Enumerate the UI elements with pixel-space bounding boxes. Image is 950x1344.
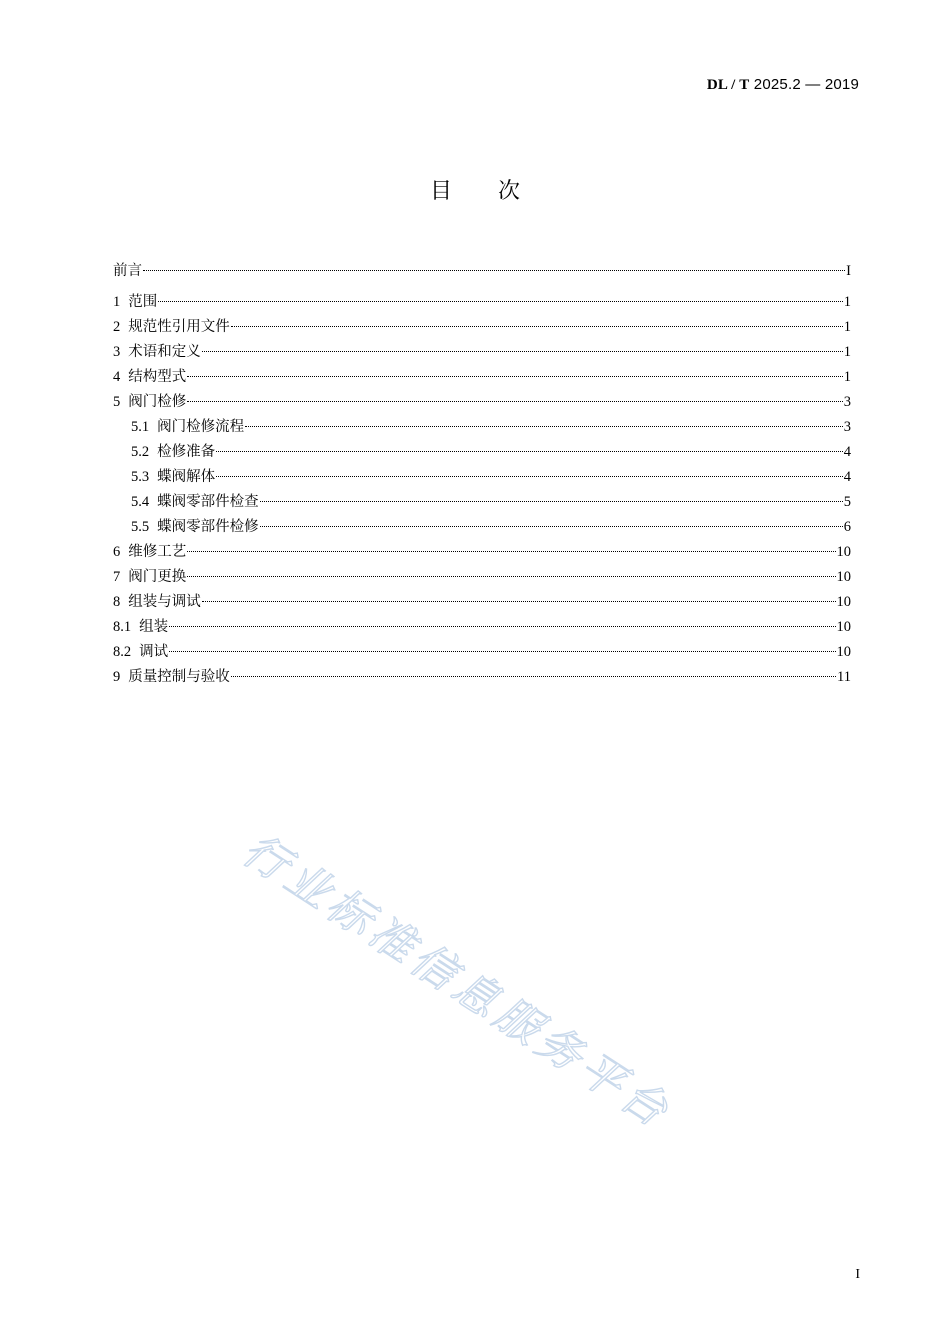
toc-entry-title: 结构型式 [128,369,187,385]
table-of-contents [113,260,851,690]
toc-entry-page: 1 [843,319,851,335]
toc-entry-title: 阀门检修 [128,394,187,410]
toc-entry[interactable] [113,340,851,365]
toc-entry-title: 范围 [128,294,158,310]
toc-entry-number: 5 [113,394,121,410]
toc-entry-page: 10 [836,594,851,610]
toc-entry-page: 1 [843,369,851,385]
toc-entry[interactable] [113,515,851,540]
toc-entry-title: 阀门检修流程 [157,419,245,435]
toc-entry-title: 检修准备 [157,444,216,460]
toc-leader-dots [169,626,835,627]
toc-entry-title: 前言 [113,263,142,279]
page-number: I [855,1267,860,1282]
toc-leader-dots [202,601,836,602]
toc-entry[interactable] [113,390,851,415]
toc-leader-dots [216,476,843,477]
toc-entry-page: 3 [843,419,851,435]
toc-entry-page: 10 [836,544,851,560]
toc-entry-title: 组装与调试 [128,594,201,610]
toc-entry-number: 8.1 [113,619,132,635]
toc-entry[interactable] [113,415,851,440]
toc-entry-number: 8 [113,594,121,610]
toc-entry-page: 10 [836,619,851,635]
toc-leader-dots [202,351,843,352]
toc-entry-number: 8.2 [113,644,132,660]
toc-entry-page: 5 [843,494,851,510]
toc-entry-page: 10 [836,569,851,585]
toc-leader-dots [187,576,835,577]
toc-leader-dots [187,401,843,402]
toc-entry[interactable] [113,440,851,465]
toc-leader-dots [187,551,835,552]
document-code-prefix: DL / T [706,77,750,93]
toc-entry-number: 7 [113,569,121,585]
toc-entry-page: 6 [843,519,851,535]
toc-entry-number: 4 [113,369,121,385]
toc-title: 目次 [429,179,566,204]
toc-entry-page: I [846,263,851,279]
toc-entry[interactable] [113,465,851,490]
toc-entry-number: 9 [113,669,121,685]
toc-leader-dots [231,676,836,677]
toc-entry[interactable] [113,615,851,640]
toc-entry[interactable] [113,665,851,690]
toc-entry-number: 5.2 [131,444,150,460]
toc-entry[interactable] [113,490,851,515]
toc-leader-dots [187,376,843,377]
toc-entry-page: 4 [843,444,851,460]
toc-entry-number: 5.3 [131,469,150,485]
toc-leader-dots [169,651,835,652]
toc-entry-number: 6 [113,544,121,560]
toc-entry-title: 调试 [139,644,169,660]
toc-entry[interactable] [113,315,851,340]
toc-entry[interactable] [113,260,851,290]
toc-entry[interactable] [113,640,851,665]
toc-entry[interactable] [113,565,851,590]
watermark: 行业标准信息服务平台 [233,824,681,1140]
toc-entry-title: 维修工艺 [128,544,187,560]
toc-leader-dots [216,451,843,452]
toc-entry-title: 质量控制与验收 [128,669,230,685]
toc-leader-dots [158,301,843,302]
toc-leader-dots [231,326,843,327]
toc-entry-title: 蝶阀零部件检查 [157,494,259,510]
toc-entry-title: 蝶阀零部件检修 [157,519,259,535]
toc-entry-number: 5.4 [131,494,150,510]
toc-leader-dots [143,270,845,271]
toc-entry-number: 5.1 [131,419,150,435]
toc-entry-number: 2 [113,319,121,335]
toc-entry-number: 1 [113,294,121,310]
document-code [707,76,859,94]
toc-entry[interactable] [113,365,851,390]
toc-leader-dots [245,426,843,427]
toc-entry-number: 5.5 [131,519,150,535]
toc-entry-page: 1 [843,294,851,310]
toc-entry-page: 3 [843,394,851,410]
toc-entry-number: 3 [113,344,121,360]
toc-entry[interactable] [113,590,851,615]
toc-entry-title: 规范性引用文件 [128,319,230,335]
toc-entry[interactable] [113,290,851,315]
toc-entry-title: 蝶阀解体 [157,469,216,485]
toc-entry-title: 阀门更换 [128,569,187,585]
toc-leader-dots [260,526,843,527]
toc-entry-title: 组装 [139,619,169,635]
document-code-number: 2025.2 — 2019 [749,76,859,93]
toc-entry-page: 11 [837,669,851,685]
toc-entry-page: 1 [843,344,851,360]
toc-entry-title: 术语和定义 [128,344,201,360]
toc-leader-dots [260,501,843,502]
toc-entry-page: 4 [843,469,851,485]
toc-entry[interactable] [113,540,851,565]
toc-entry-page: 10 [836,644,851,660]
